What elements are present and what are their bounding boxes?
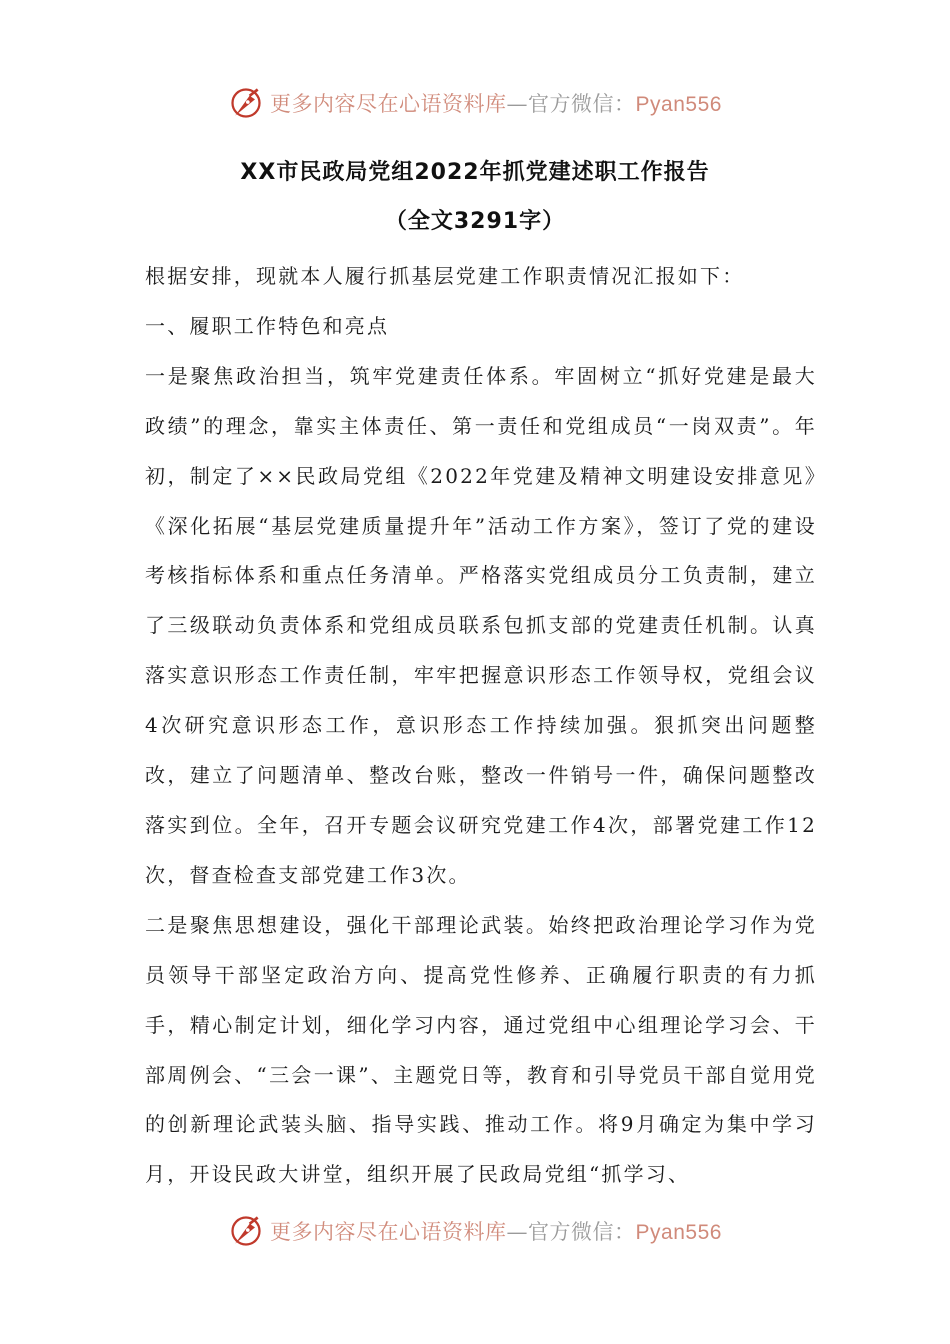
document-body	[145, 252, 817, 1200]
banner-site-text: 更多内容尽在心语资料库	[270, 1220, 507, 1244]
header-watermark-banner	[0, 78, 950, 128]
paragraph: 根据安排，现就本人履行抓基层党建工作职责情况汇报如下：	[145, 264, 745, 288]
document-title: XX市民政局党组2022年抓党建述职工作报告	[240, 160, 710, 185]
banner-wechat-label: 官方微信：	[528, 1220, 636, 1244]
banner-wechat-label: 官方微信：	[528, 92, 636, 116]
footer-watermark-banner	[0, 1206, 950, 1256]
banner-text	[270, 1216, 722, 1246]
banner-text	[270, 88, 722, 118]
paragraph: 一、履职工作特色和亮点	[145, 313, 390, 338]
pen-nib-logo-icon	[228, 1213, 264, 1249]
paragraph: 二是聚焦思想建设，强化干部理论武装。始终把政治理论学习作为党员领导干部坚定政治方向、提高党性修养、正确履行职责的有力抓手，精心制定计划，细化学习内容，通过党组中心组理论学习会、干部周例会、“三会一课”、主题党日等，教育和引导党员干部自觉用党的创新理论武装头脑、指导实践、推动工作。将9月确定为集中学习月，开设民政大讲堂，组织开展了民政局党组“抓学习、	[145, 912, 817, 1187]
banner-separator: —	[506, 1220, 529, 1244]
banner-account: Pyan556	[635, 1221, 722, 1244]
paragraph: 一是聚焦政治担当，筑牢党建责任体系。牢固树立“抓好党建是最大政绩”的理念，靠实主体责任、第一责任和党组成员“一岗双责”。年初，制定了××民政局党组《2022年党建及精神文明建设安排意见》《深化拓展“基层党建质量提升年”活动工作方案》，签订了党的建设考核指标体系和重点任务清单。严格落实党组成员分工负责制，建立了三级联动负责体系和党组成员联系包抓支部的党建责任机制。认真落实意识形态工作责任制，牢牢把握意识形态工作领导权，党组会议4次研究意识形态工作，意识形态工作持续加强。狠抓突出问题整改，建立了问题清单、整改台账，整改一件销号一件，确保问题整改落实到位。全年，召开专题会议研究党建工作4次，部署党建工作12次，督查检查支部党建工作3次。	[145, 363, 817, 887]
document-subtitle: （全文3291字）	[384, 209, 566, 234]
banner-account: Pyan556	[635, 93, 722, 116]
pen-nib-logo-icon	[228, 85, 264, 121]
banner-separator: —	[506, 92, 529, 116]
banner-site-text: 更多内容尽在心语资料库	[270, 92, 507, 116]
